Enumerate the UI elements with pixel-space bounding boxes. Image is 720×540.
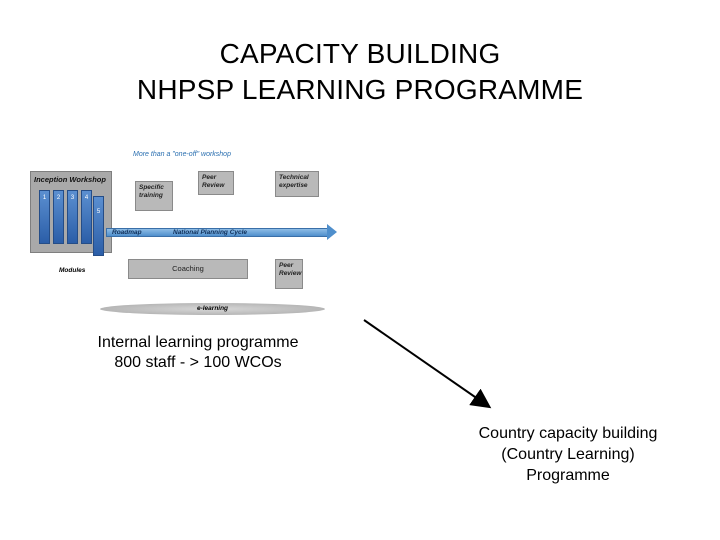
country-caption-line-3: Programme — [526, 467, 610, 484]
module-1: 1 — [39, 190, 50, 244]
technical-expertise-box: Technical expertise — [275, 171, 319, 197]
title-line-2: NHPSP LEARNING PROGRAMME — [136, 74, 584, 105]
inception-workshop-label: Inception Workshop — [34, 175, 106, 184]
specific-training-box: Specific training — [135, 181, 173, 211]
peer-review-top-box: Peer Review — [198, 171, 234, 195]
peer-review-bottom-box: Peer Review — [275, 259, 303, 289]
figure-header: More than a "one-off" workshop — [133, 151, 231, 158]
roadmap-label: Roadmap — [112, 229, 142, 236]
module-5: 5 — [93, 196, 104, 256]
module-2: 2 — [53, 190, 64, 244]
country-caption-line-1: Country capacity building — [478, 425, 658, 442]
national-planning-cycle-label: National Planning Cycle — [173, 229, 248, 236]
coaching-box: Coaching — [128, 259, 248, 279]
modules-label: Modules — [59, 267, 86, 274]
elearning-ellipse: e-learning — [100, 303, 325, 315]
internal-caption-line-2: 800 staff - > 100 WCOs — [114, 354, 282, 371]
title-line-1: CAPACITY BUILDING — [219, 38, 501, 69]
internal-caption-line-1: Internal learning programme — [97, 334, 299, 351]
module-4: 4 — [81, 190, 92, 244]
country-programme-caption — [438, 423, 698, 486]
arrow-line — [364, 320, 488, 406]
module-3: 3 — [67, 190, 78, 244]
country-caption-line-2: (Country Learning) — [501, 446, 635, 463]
